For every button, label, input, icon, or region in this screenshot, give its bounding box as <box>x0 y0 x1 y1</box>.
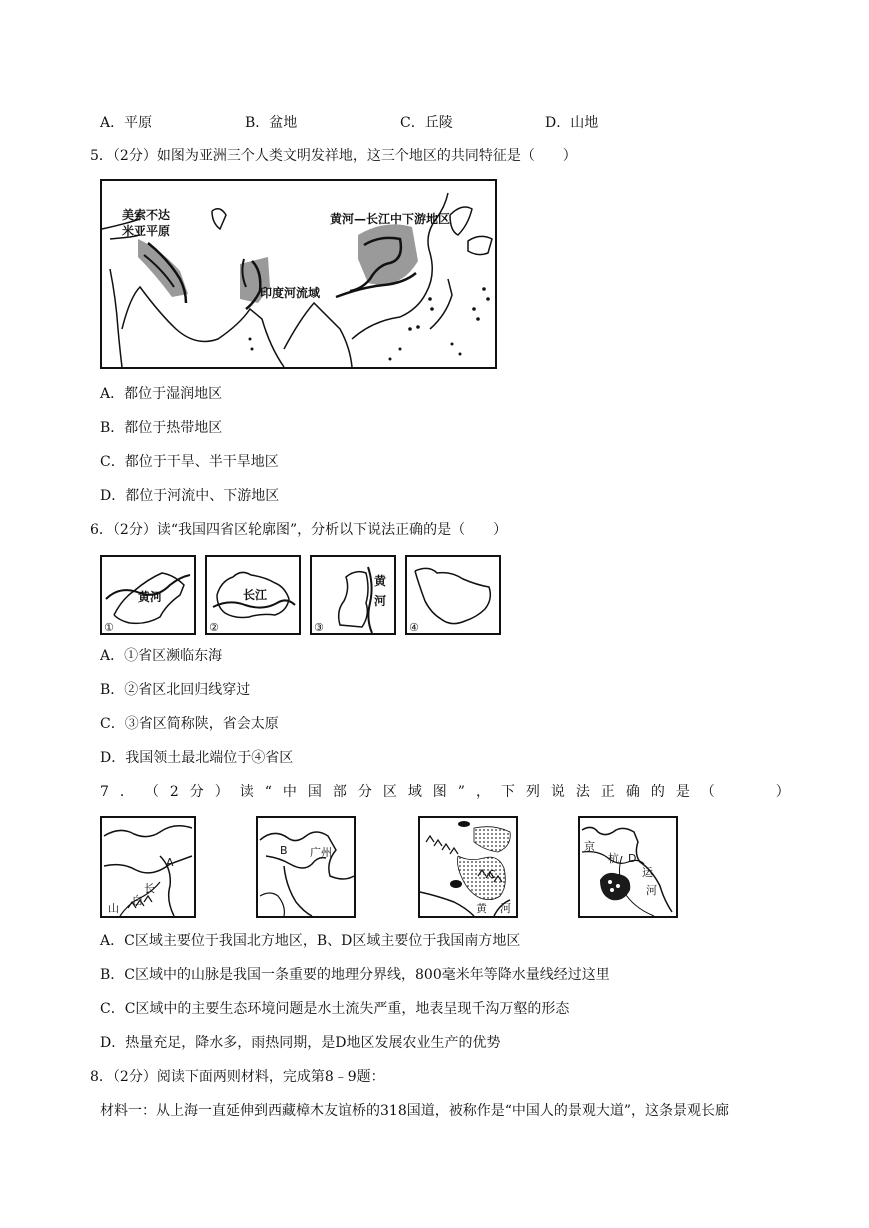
q8-stem: 8．（2分）阅读下面两则材料，完成第8﹣9题： <box>90 1069 385 1085</box>
q7-option-a: A．C区域主要位于我国北方地区，B、D区域主要位于我国南方地区 <box>100 933 521 949</box>
q7-option-d: D．热量充足，降水多，雨热同期，是D地区发展农业生产的优势 <box>100 1035 501 1051</box>
q4-options <box>100 112 660 132</box>
q7-option-c: C．C区域中的主要生态环境问题是水土流失严重，地表呈现千沟万壑的形态 <box>100 1001 570 1017</box>
q5-option-c: C．都位于干旱、半干旱地区 <box>100 454 279 470</box>
b-label-guangzhou: 广州 <box>310 846 332 859</box>
q7-stem-char: ， <box>475 784 490 800</box>
q7-stem-char <box>751 782 765 802</box>
a-label-bai: 白 <box>132 894 143 907</box>
q6-option-d: D．我国领土最北端位于④省区 <box>100 750 294 766</box>
q7-stem-char: 图 <box>432 784 447 800</box>
q7-stem-char: 是 <box>675 784 690 800</box>
a-label-shan: 山 <box>108 902 119 915</box>
map-label-indus: 印度河流域 <box>260 286 321 300</box>
q7-stem-char: ． <box>119 784 134 800</box>
c-label-C: C <box>488 868 496 881</box>
p1-number: ① <box>104 621 114 634</box>
q5-option-d: D．都位于河流中、下游地区 <box>100 488 280 504</box>
q6-option-b: B．②省区北回归线穿过 <box>100 682 251 698</box>
q7-stem <box>100 782 790 802</box>
q7-stem-char: 域 <box>407 784 422 800</box>
map-label-yellow-yangtze: 黄河—长江中下游地区 <box>330 212 451 226</box>
a-label-chang: 长 <box>144 882 155 895</box>
b-label-B: B <box>280 844 288 857</box>
q7-stem-char: 国 <box>307 784 322 800</box>
d-label-D: D <box>628 852 637 865</box>
d-label-hang: 杭 <box>608 852 619 865</box>
q7-stem-char: 下 <box>500 784 515 800</box>
p4-number: ④ <box>409 621 419 634</box>
q7-region-a-map <box>100 816 196 918</box>
q4-option-d: D．山地 <box>545 115 599 131</box>
p2-river-label: 长江 <box>243 588 268 602</box>
c-label-he: 河 <box>500 902 511 915</box>
q7-stem-char: 法 <box>575 784 590 800</box>
c-label-huang: 黄 <box>476 902 487 915</box>
q7-stem-char: 正 <box>600 784 615 800</box>
q5-asia-map <box>100 179 497 369</box>
map-label-mesopotamia-1: 美索不达 <box>122 208 171 222</box>
q6-province-3 <box>310 555 396 635</box>
q7-region-b-map <box>256 816 356 918</box>
q6-province-1 <box>100 555 196 635</box>
q7-stem-char: 区 <box>382 784 397 800</box>
q6-option-c: C．③省区简称陕，省会太原 <box>100 716 279 732</box>
q7-stem-char: 中 <box>282 784 297 800</box>
p3-river-label-2: 河 <box>374 594 387 608</box>
q7-stem-char: 说 <box>550 784 565 800</box>
q4-option-b: B．盆地 <box>245 115 298 131</box>
q7-stem-char: ） <box>775 784 790 800</box>
q6-province-2 <box>205 555 301 635</box>
d-label-jing: 京 <box>584 840 595 853</box>
q5-option-b: B．都位于热带地区 <box>100 420 223 436</box>
q5-stem: 5．（2分）如图为亚洲三个人类文明发祥地，这三个地区的共同特征是（ ） <box>90 148 577 164</box>
q7-stem-char <box>726 782 740 802</box>
q8-material-1: 材料一：从上海一直延伸到西藏樟木友谊桥的318国道，被称作是“中国人的景观大道”，这条景观长廊 <box>100 1103 730 1119</box>
q6-province-4 <box>405 555 501 635</box>
q7-region-d-map <box>578 816 678 918</box>
d-label-yun: 运 <box>642 866 653 879</box>
q7-stem-char: 列 <box>525 784 540 800</box>
p1-river-label: 黄河 <box>138 590 163 604</box>
q7-region-c-map <box>418 816 518 918</box>
q7-stem-char: “ <box>264 784 272 800</box>
q4-option-a: A．平原 <box>100 115 153 131</box>
p3-river-label-1: 黄 <box>374 574 387 588</box>
q7-stem-char: 分 <box>357 784 372 800</box>
q6-stem: 6．（2分）读“我国四省区轮廓图”，分析以下说法正确的是（ ） <box>90 522 508 538</box>
q6-option-a: A．①省区濒临东海 <box>100 648 223 664</box>
p3-number: ③ <box>314 621 324 634</box>
q7-stem-char: ” <box>457 784 465 800</box>
q7-stem-char: 部 <box>332 784 347 800</box>
a-label-A: A <box>166 856 174 869</box>
q7-stem-char: 分 <box>189 784 204 800</box>
q7-stem-char: （ <box>700 784 715 800</box>
q7-stem-char: 的 <box>650 784 665 800</box>
q7-stem-char: 确 <box>625 784 640 800</box>
p2-number: ② <box>209 621 219 634</box>
q4-option-c: C．丘陵 <box>400 115 453 131</box>
q7-stem-char: ） <box>214 784 229 800</box>
q7-stem-char: 读 <box>239 784 254 800</box>
map-label-mesopotamia-2: 米亚平原 <box>122 224 171 238</box>
q7-stem-char: （ <box>144 784 159 800</box>
q7-option-b: B．C区域中的山脉是我国一条重要的地理分界线，800毫米年等降水量线经过这里 <box>100 967 610 983</box>
d-label-he: 河 <box>646 884 657 897</box>
q5-option-a: A．都位于湿润地区 <box>100 386 223 402</box>
q7-stem-char: 2 <box>169 784 179 800</box>
q7-stem-char: 7 <box>100 784 109 800</box>
